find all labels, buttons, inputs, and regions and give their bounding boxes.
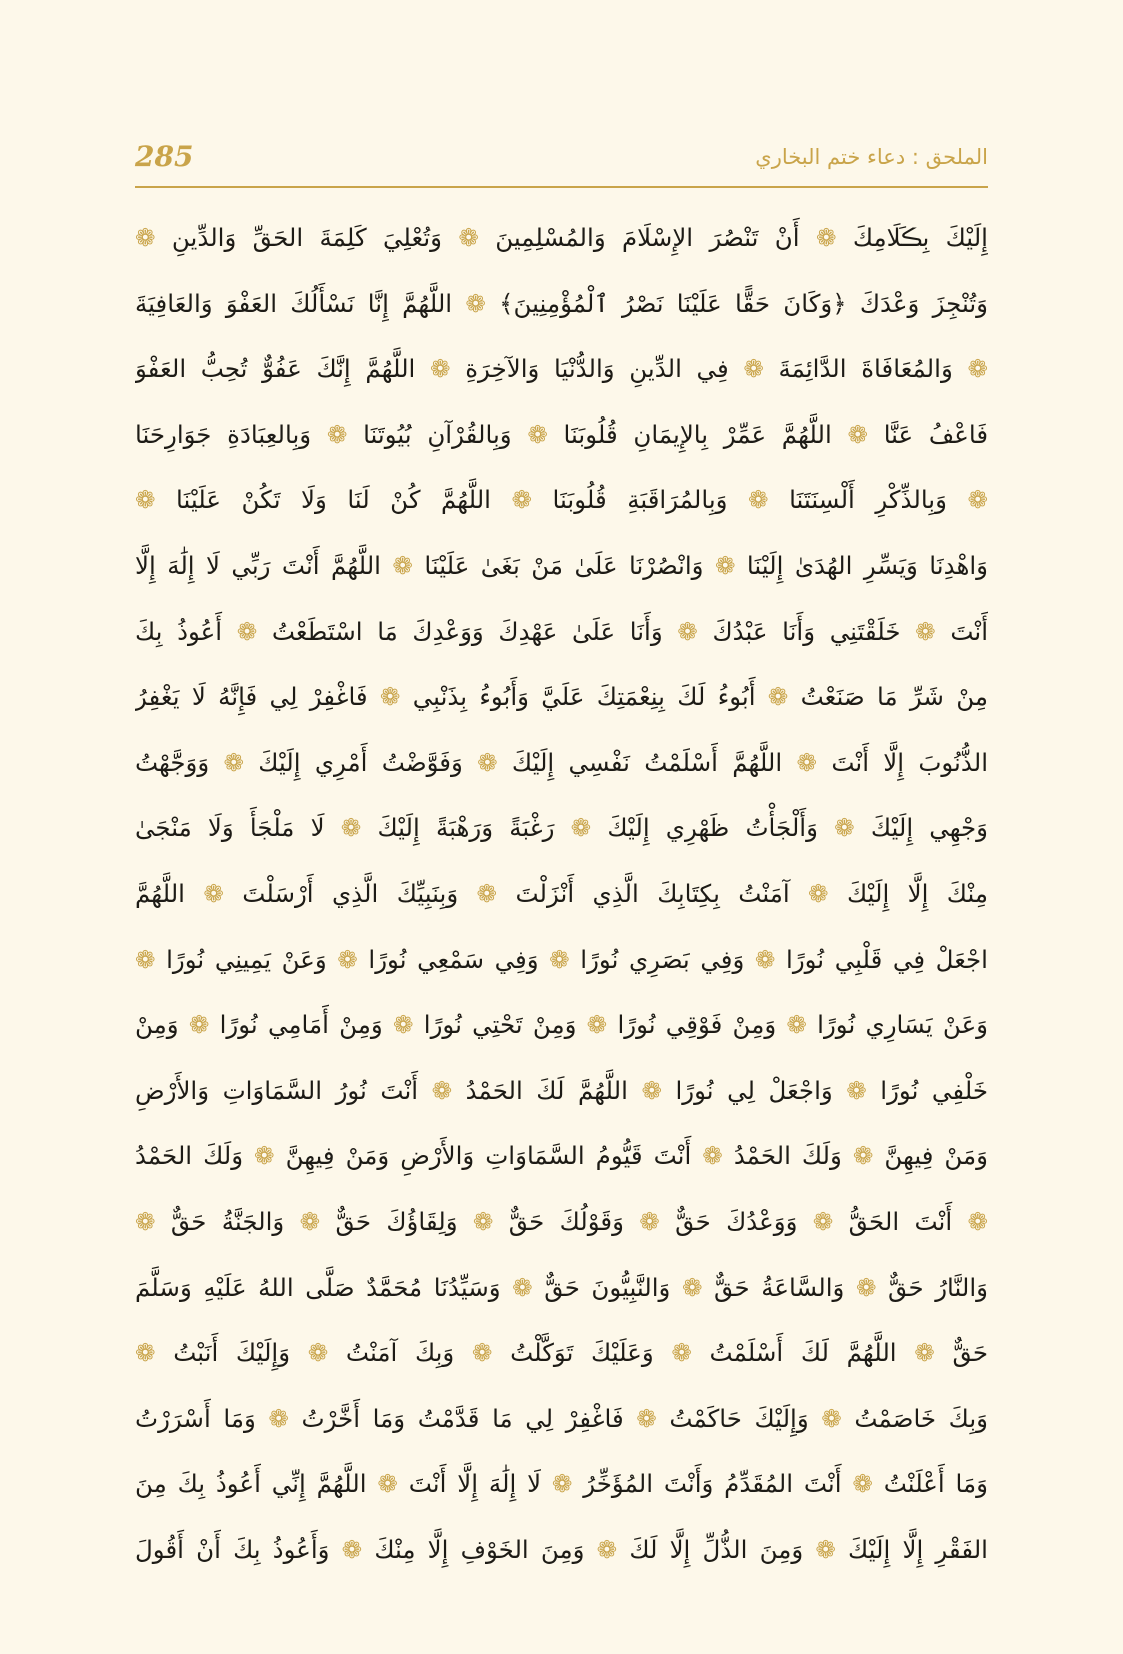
prayer-phrase: وَأَنَا عَلَىٰ عَهْدِكَ وَوَعْدِكَ مَا اسْتَطَعْتُ: [271, 616, 663, 646]
prayer-phrase: وَمَا أَعْلَنْتُ: [883, 1469, 988, 1499]
text-line: [135, 795, 988, 861]
flower-ornament-icon: ❁: [222, 616, 272, 646]
prayer-phrase: فَاغْفِرْ لِي مَا قَدَّمْتُ وَمَا أَخَّرْتُ: [301, 1403, 624, 1433]
text-line: [135, 1517, 988, 1583]
flower-ornament-icon: ❁: [454, 1338, 511, 1368]
flower-ornament-icon: ❁: [462, 747, 512, 777]
prayer-phrase: وَمَنْ فِيهِنَّ: [884, 1141, 988, 1171]
prayer-phrase: مِنْ شَرِّ مَا صَنَعْتُ: [800, 682, 988, 712]
prayer-phrase: خَلْفِي نُورًا: [880, 1075, 988, 1105]
flower-ornament-icon: ❁: [367, 682, 413, 712]
flower-ornament-icon: ❁: [627, 1075, 676, 1105]
text-line: [135, 1451, 988, 1517]
flower-ornament-icon: ❁: [703, 550, 747, 580]
prayer-phrase: وَبِالمُرَاقَبَةِ قُلُوبَنَا: [552, 485, 728, 515]
prayer-phrase: وَالنَّبِيُّونَ حَقٌّ: [544, 1272, 671, 1302]
flower-ornament-icon: ❁: [500, 1272, 545, 1302]
prayer-phrase: اللَّهُمَّ كُنْ لَنَا وَلَا تَكُنْ عَلَيْنَا: [176, 485, 491, 515]
prayer-phrase: وَمِنْ: [135, 1010, 179, 1040]
flower-ornament-icon: ❁: [789, 878, 847, 908]
prayer-phrase: وَمَا أَسْرَرْتُ: [135, 1403, 256, 1433]
flower-ornament-icon: ❁: [284, 1206, 336, 1236]
prayer-phrase: أَبُوءُ لَكَ بِنِعْمَتِكَ عَلَيَّ وَأَبُوءُ بِذَنْبِي: [412, 682, 756, 712]
prayer-phrase: وَالسَّاعَةُ حَقٌّ: [714, 1272, 845, 1302]
flower-ornament-icon: ❁: [728, 354, 779, 384]
prayer-phrase: اللَّهُمَّ لَكَ الحَمْدُ: [465, 1075, 628, 1105]
flower-ornament-icon: ❁: [326, 944, 369, 974]
prayer-phrase: مِنْكَ إِلَّا إِلَيْكَ: [846, 878, 988, 908]
prayer-phrase: وَاجْعَلْ لِي نُورًا: [675, 1075, 833, 1105]
prayer-phrase: وَقَوْلُكَ حَقٌّ: [508, 1206, 624, 1236]
prayer-phrase: وَبِكَ خَاصَمْتُ: [854, 1403, 988, 1433]
prayer-phrase: أَنْتَ نُورُ السَّمَاوَاتِ وَالأَرْضِ: [135, 1075, 419, 1105]
prayer-phrase: اللَّهُمَّ: [135, 878, 185, 908]
prayer-phrase: وَوَعْدُكَ حَقٌّ: [675, 1206, 798, 1236]
flower-ornament-icon: ❁: [135, 1338, 174, 1368]
flower-ornament-icon: ❁: [584, 1534, 630, 1564]
prayer-phrase: وَأَلْجَأْتُ ظَهْرِي إِلَيْكَ: [607, 813, 818, 843]
prayer-phrase: رَغْبَةً وَرَهْبَةً إِلَيْكَ: [377, 813, 555, 843]
flower-ornament-icon: ❁: [135, 1206, 171, 1236]
flower-ornament-icon: ❁: [653, 1338, 710, 1368]
text-line: [135, 927, 988, 993]
text-line: [135, 1058, 988, 1124]
flower-ornament-icon: ❁: [457, 1206, 509, 1236]
text-line: [135, 205, 988, 271]
prayer-phrase: وَاهْدِنَا وَيَسِّرِ الهُدَىٰ إِلَيْنَا: [746, 550, 988, 580]
text-line: [135, 1255, 988, 1321]
prayer-phrase: وَلَكَ الحَمْدُ: [135, 1141, 244, 1171]
prayer-phrase: وَانْصُرْنَا عَلَىٰ مَنْ بَغَىٰ عَلَيْنَا: [424, 550, 704, 580]
flower-ornament-icon: ❁: [782, 747, 832, 777]
prayer-phrase: وَالمُعَافَاةَ الدَّائِمَةَ: [778, 354, 953, 384]
prayer-phrase: وَمِنْ أَمَامِي نُورًا: [219, 1010, 383, 1040]
flower-ornament-icon: ❁: [841, 1469, 884, 1499]
prayer-phrase: اجْعَلْ فِي قَلْبِي نُورًا: [786, 944, 988, 974]
flower-ornament-icon: ❁: [896, 1338, 953, 1368]
prayer-phrase: لَا إِلَٰهَ إِلَّا أَنْتَ: [408, 1469, 542, 1499]
prayer-text: [135, 205, 988, 1582]
prayer-phrase: اللَّهُمَّ إِنِّي أَعُوذُ بِكَ مِنَ: [135, 1469, 367, 1499]
text-line: [135, 271, 988, 337]
text-line: [135, 1386, 988, 1452]
flower-ornament-icon: ❁: [178, 1010, 220, 1040]
text-line: [135, 336, 988, 402]
flower-ornament-icon: ❁: [329, 1534, 375, 1564]
prayer-phrase: وَإِلَيْكَ أَنَبْتُ: [173, 1338, 291, 1368]
prayer-phrase: وَبِكَ آمَنْتُ: [345, 1338, 455, 1368]
prayer-phrase: وَلَكَ الحَمْدُ: [733, 1141, 842, 1171]
prayer-phrase: اللَّهُمَّ أَسْلَمْتُ نَفْسِي إِلَيْكَ: [511, 747, 783, 777]
flower-ornament-icon: ❁: [381, 550, 425, 580]
text-line: [135, 402, 988, 468]
flower-ornament-icon: ❁: [946, 485, 988, 515]
flower-ornament-icon: ❁: [776, 1010, 818, 1040]
flower-ornament-icon: ❁: [135, 223, 172, 252]
flower-ornament-icon: ❁: [799, 223, 853, 252]
prayer-phrase: إِلَيْكَ بِڪَلَامِكَ: [852, 223, 988, 252]
flower-ornament-icon: ❁: [415, 354, 466, 384]
flower-ornament-icon: ❁: [209, 747, 259, 777]
prayer-phrase: وَجْهِي إِلَيْكَ: [870, 813, 988, 843]
prayer-phrase: فَاغْفِرْ لِي فَإِنَّهُ لَا يَغْفِرُ: [135, 682, 368, 712]
text-line: [135, 533, 988, 599]
prayer-phrase: وَفِي بَصَرِي نُورًا: [580, 944, 745, 974]
prayer-phrase: وَفِي سَمْعِي نُورًا: [368, 944, 539, 974]
prayer-phrase: وَالنَّارُ حَقٌّ: [888, 1272, 988, 1302]
prayer-phrase: وَبِالذِّكْرِ أَلْسِنَتَنَا: [789, 485, 947, 515]
flower-ornament-icon: ❁: [832, 1075, 881, 1105]
prayer-phrase: وَالجَنَّةُ حَقٌّ: [170, 1206, 285, 1236]
flower-ornament-icon: ❁: [952, 1206, 988, 1236]
prayer-phrase: أَنْتَ المُقَدِّمُ وَأَنْتَ المُؤَخِّرُ: [583, 1469, 842, 1499]
flower-ornament-icon: ❁: [541, 1469, 584, 1499]
flower-ornament-icon: ❁: [797, 1206, 849, 1236]
prayer-phrase: وَمِنْ تَحْتِي نُورًا: [423, 1010, 577, 1040]
flower-ornament-icon: ❁: [670, 1272, 715, 1302]
flower-ornament-icon: ❁: [755, 682, 801, 712]
flower-ornament-icon: ❁: [623, 1206, 676, 1236]
flower-ornament-icon: ❁: [691, 1141, 734, 1171]
flower-ornament-icon: ❁: [324, 813, 378, 843]
prayer-phrase: وَمِنَ الخَوْفِ إِلَّا مِنْكَ: [374, 1534, 585, 1564]
flower-ornament-icon: ❁: [255, 1403, 302, 1433]
prayer-phrase: اللَّهُمَّ لَكَ أَسْلَمْتُ: [709, 1338, 897, 1368]
prayer-phrase: وَعَلَيْكَ تَوَكَّلْتُ: [510, 1338, 654, 1368]
prayer-phrase: خَلَقْتَنِي وَأَنَا عَبْدُكَ: [712, 616, 901, 646]
prayer-phrase: وَإِلَيْكَ حَاكَمْتُ: [669, 1403, 809, 1433]
prayer-phrase: الفَقْرِ إِلَّا إِلَيْكَ: [848, 1534, 988, 1564]
flower-ornament-icon: ❁: [441, 223, 496, 252]
prayer-phrase: وَعَنْ يَمِينِي نُورًا: [166, 944, 327, 974]
prayer-phrase: حَقٌّ: [952, 1338, 988, 1368]
prayer-phrase: اللَّهُمَّ إِنَّا نَسْأَلُكَ العَفْوَ وَالعَافِيَةَ: [135, 288, 453, 318]
text-line: [135, 730, 988, 796]
prayer-phrase: أَنْتَ: [950, 616, 988, 646]
flower-ornament-icon: ❁: [458, 878, 516, 908]
flower-ornament-icon: ❁: [490, 485, 553, 515]
prayer-phrase: وَأَعُوذُ بِكَ أَنْ أَقُولَ: [135, 1534, 330, 1564]
text-line: [135, 1320, 988, 1386]
flower-ornament-icon: ❁: [538, 944, 581, 974]
running-title: الملحق : دعاء ختم البخاري: [755, 145, 988, 169]
flower-ornament-icon: ❁: [135, 944, 167, 974]
text-line: [135, 861, 988, 927]
prayer-phrase: أَعُوذُ بِكَ: [135, 616, 223, 646]
flower-ornament-icon: ❁: [452, 288, 500, 318]
prayer-phrase: وَوَجَّهْتُ: [135, 747, 210, 777]
page-number: 285: [135, 140, 194, 173]
flower-ornament-icon: ❁: [184, 878, 243, 908]
flower-ornament-icon: ❁: [366, 1469, 409, 1499]
prayer-phrase: وَبِالقُرْآنِ بُيُوتَنَا: [363, 419, 512, 449]
prayer-phrase: أَنْتَ الحَقُّ: [848, 1206, 953, 1236]
flower-ornament-icon: ❁: [817, 813, 871, 843]
flower-ornament-icon: ❁: [831, 419, 884, 449]
prayer-phrase: الذُّنُوبَ إِلَّا أَنْتَ: [831, 747, 988, 777]
text-line: [135, 664, 988, 730]
flower-ornament-icon: ❁: [803, 1534, 849, 1564]
prayer-phrase: وَتُعْلِيَ كَلِمَةَ الحَقِّ وَالدِّينِ: [171, 223, 442, 252]
prayer-phrase: وَبِنَبِيِّكَ الَّذِي أَرْسَلْتَ: [242, 878, 459, 908]
prayer-phrase: أَنْتَ قَيُّومُ السَّمَاوَاتِ وَالأَرْضِ وَمَنْ فِيهِنَّ: [285, 1141, 692, 1171]
flower-ornament-icon: ❁: [290, 1338, 346, 1368]
prayer-phrase: وَبِالعِبَادَةِ جَوَارِحَنَا: [135, 419, 312, 449]
prayer-phrase: وَعَنْ يَسَارِي نُورًا: [817, 1010, 988, 1040]
text-line: [135, 1123, 988, 1189]
prayer-phrase: وَمِنَ الذُّلِّ إِلَّا لَكَ: [629, 1534, 804, 1564]
flower-ornament-icon: ❁: [418, 1075, 466, 1105]
prayer-phrase: اللَّهُمَّ عَمِّرْ بِالإِيمَانِ قُلُوبَنَا: [563, 419, 832, 449]
flower-ornament-icon: ❁: [844, 1272, 889, 1302]
flower-ornament-icon: ❁: [311, 419, 364, 449]
prayer-phrase: اللَّهُمَّ إِنَّكَ عَفُوٌّ تُحِبُّ العَفْوَ: [135, 354, 416, 384]
header-rule: [135, 186, 988, 188]
flower-ornament-icon: ❁: [952, 354, 988, 384]
flower-ornament-icon: ❁: [382, 1010, 424, 1040]
prayer-phrase: آمَنْتُ بِكِتَابِكَ الَّذِي أَنْزَلْتَ: [515, 878, 790, 908]
prayer-phrase: اللَّهُمَّ أَنْتَ رَبِّي لَا إِلَٰهَ إِلَّا: [135, 550, 381, 580]
prayer-phrase: وَتُنْجِزَ وَعْدَكَ ﴿وَكَانَ حَقًّا عَلَيْنَا نَصْرُ ٱلْمُؤْمِنِينَ﴾: [499, 288, 988, 318]
text-line: [135, 467, 988, 533]
flower-ornament-icon: ❁: [662, 616, 713, 646]
flower-ornament-icon: ❁: [554, 813, 608, 843]
flower-ornament-icon: ❁: [135, 485, 177, 515]
prayer-phrase: أَنْ تَنْصُرَ الإِسْلَامَ وَالمُسْلِمِينَ: [495, 223, 800, 252]
flower-ornament-icon: ❁: [727, 485, 790, 515]
flower-ornament-icon: ❁: [243, 1141, 286, 1171]
prayer-phrase: وَسَيِّدُنَا مُحَمَّدٌ صَلَّى اللهُ عَلَيْهِ وَسَلَّمَ: [135, 1272, 501, 1302]
prayer-phrase: وَلِقَاؤُكَ حَقٌّ: [335, 1206, 458, 1236]
prayer-phrase: لَا مَلْجَأَ وَلَا مَنْجَىٰ: [135, 813, 325, 843]
flower-ornament-icon: ❁: [576, 1010, 618, 1040]
prayer-phrase: فِي الدِّينِ وَالدُّنْيَا وَالآخِرَةِ: [465, 354, 729, 384]
flower-ornament-icon: ❁: [841, 1141, 885, 1171]
flower-ornament-icon: ❁: [623, 1403, 670, 1433]
text-line: [135, 992, 988, 1058]
flower-ornament-icon: ❁: [511, 419, 564, 449]
prayer-phrase: وَفَوَّضْتُ أَمْرِي إِلَيْكَ: [258, 747, 463, 777]
flower-ornament-icon: ❁: [744, 944, 787, 974]
flower-ornament-icon: ❁: [900, 616, 951, 646]
prayer-phrase: وَمِنْ فَوْقِي نُورًا: [617, 1010, 777, 1040]
text-line: [135, 599, 988, 665]
text-line: [135, 1189, 988, 1255]
prayer-phrase: فَاعْفُ عَنَّا: [883, 419, 988, 449]
flower-ornament-icon: ❁: [808, 1403, 855, 1433]
page-header: [135, 140, 988, 180]
